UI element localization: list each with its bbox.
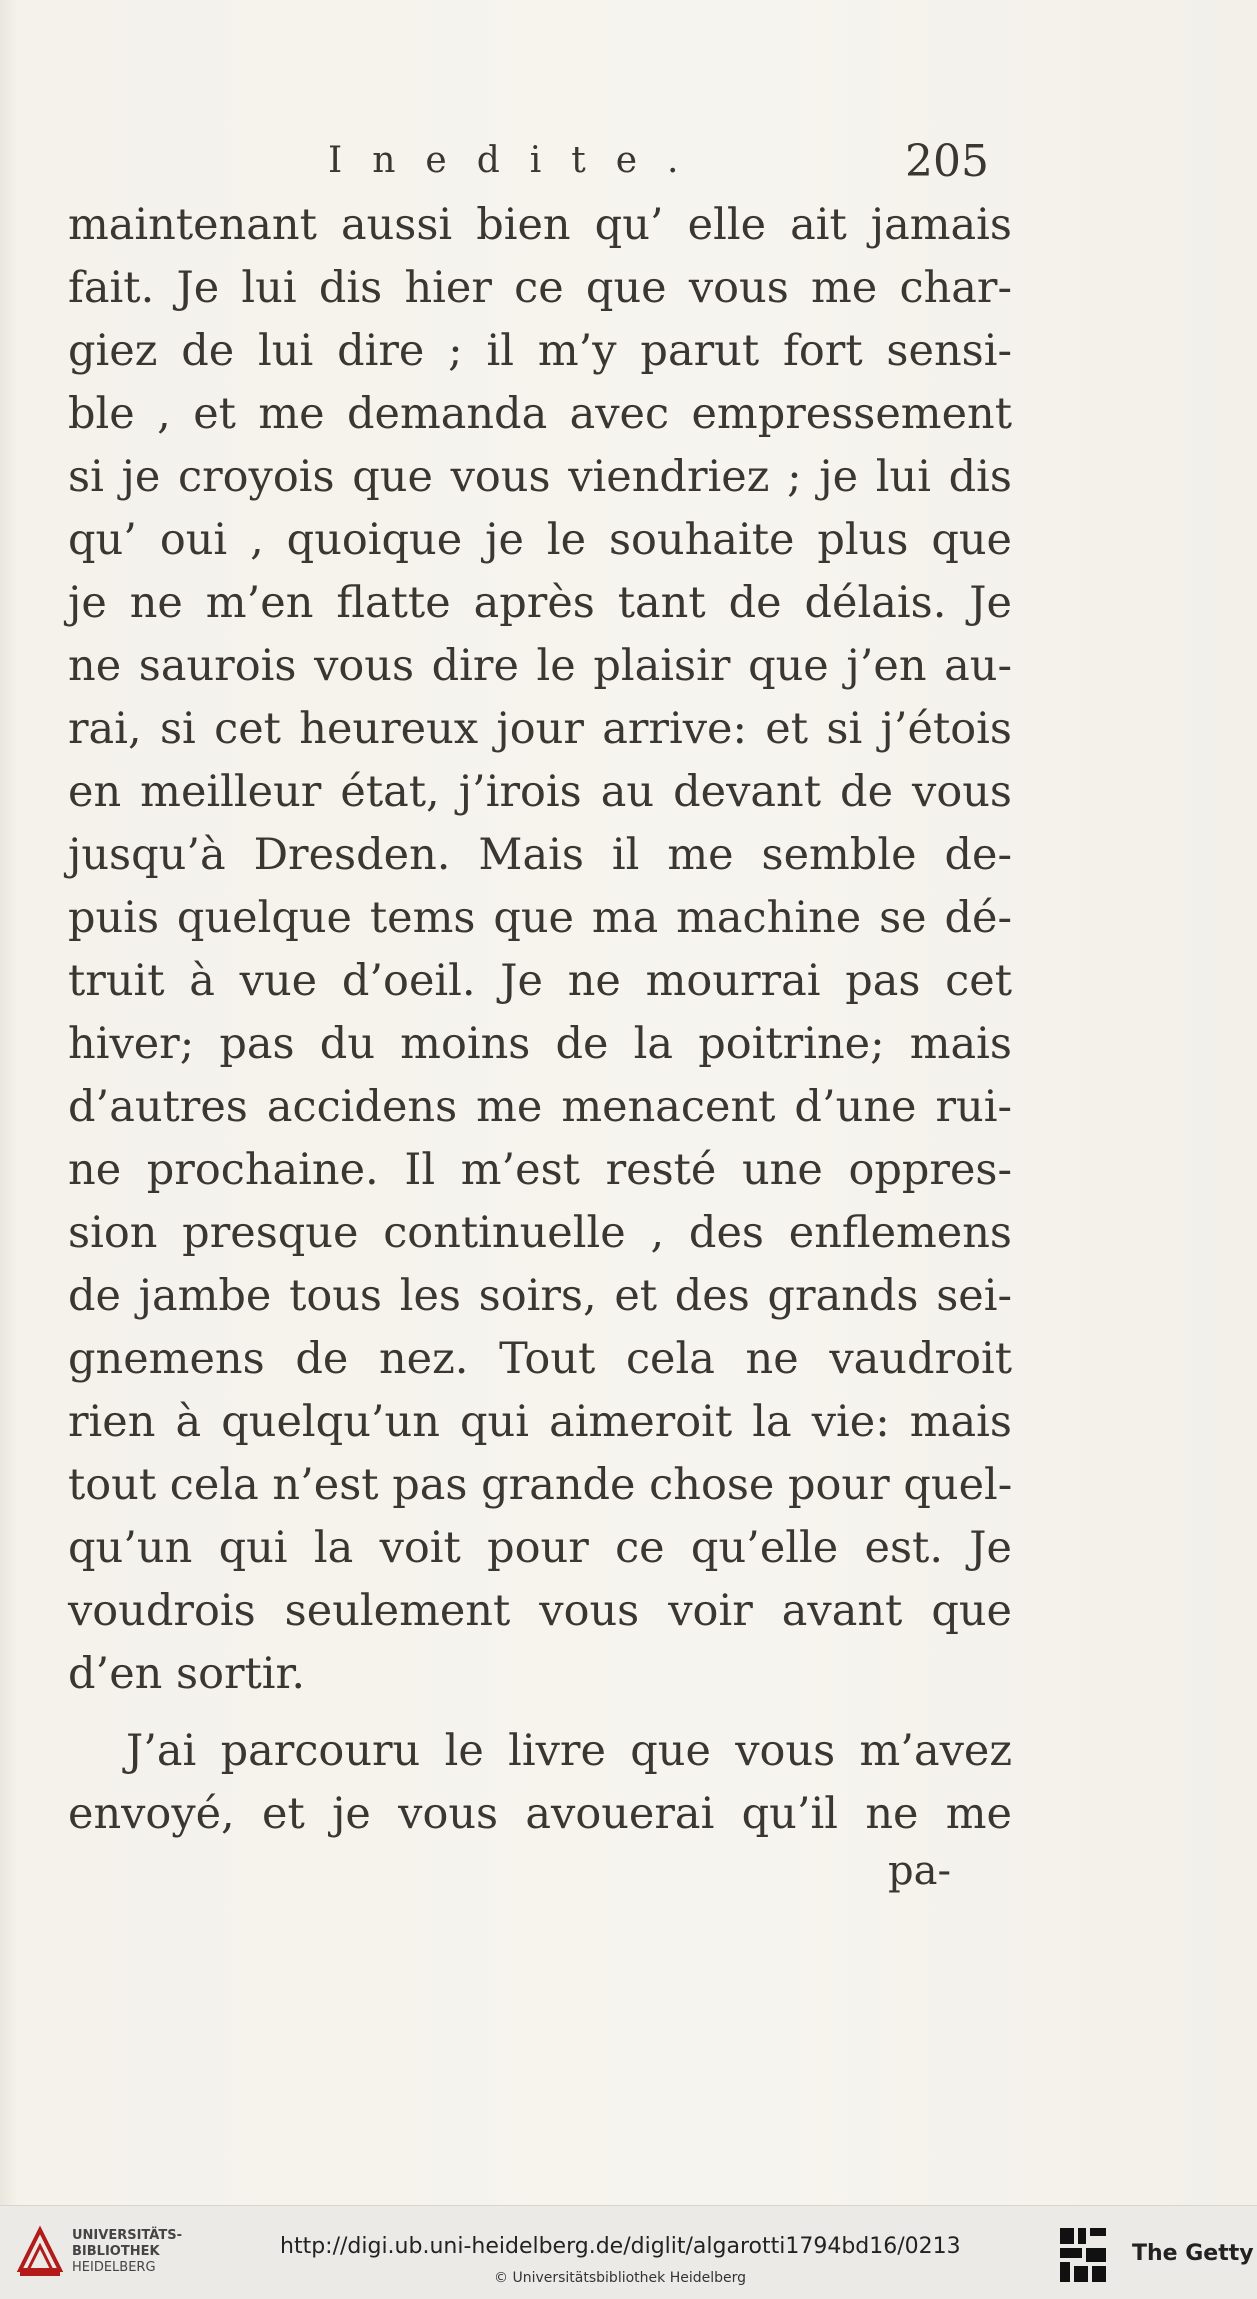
text-line: sion presque continuelle , des enflemens: [68, 1208, 1012, 1258]
permalink-url[interactable]: http://digi.ub.uni-heidelberg.de/diglit/algarotti1794bd16/0213: [280, 2234, 961, 2259]
text-line: maintenant aussi bien qu’ elle ait jamais: [68, 200, 1012, 250]
text-line: d’autres accidens me menacent d’une rui-: [68, 1082, 1012, 1132]
text-line: je ne m’en flatte après tant de délais. Je: [68, 578, 1012, 628]
text-line: gnemens de nez. Tout cela ne vaudroit: [68, 1334, 1012, 1384]
text-line: puis quelque tems que ma machine se dé-: [68, 893, 1012, 943]
text-line: truit à vue d’oeil. Je ne mourrai pas cet: [68, 956, 1012, 1006]
text-line: qu’un qui la voit pour ce qu’elle est. Je: [68, 1523, 1012, 1573]
text-line: tout cela n’est pas grande chose pour quel-: [68, 1460, 1013, 1510]
text-line: si je croyois que vous viendriez ; je lui dis: [68, 452, 1012, 502]
page-number: 205: [905, 136, 989, 187]
text-line: qu’ oui , quoique je le souhaite plus que: [68, 515, 1012, 565]
text-line: ne saurois vous dire le plaisir que j’en au-: [68, 641, 1012, 691]
text-line: ne prochaine. Il m’est resté une oppres-: [68, 1145, 1012, 1195]
text-line: fait. Je lui dis hier ce que vous me char-: [68, 263, 1012, 313]
text-line: en meilleur état, j’irois au devant de vous: [68, 767, 1012, 817]
text-line: giez de lui dire ; il m’y parut fort sensi-: [68, 326, 1012, 376]
catchword: pa-: [888, 1848, 951, 1894]
text-line: jusqu’à Dresden. Mais il me semble de-: [68, 830, 1012, 880]
library-name-line-1: UNIVERSITÄTS-: [72, 2228, 182, 2243]
library-name-line-3: HEIDELBERG: [72, 2260, 156, 2275]
text-line: J’ai parcouru le livre que vous m’avez: [126, 1726, 1012, 1776]
getty-logo-icon: [1058, 2224, 1110, 2286]
text-line: de jambe tous les soirs, et des grands sei-: [68, 1271, 1012, 1321]
partner-name: The Getty: [1132, 2241, 1254, 2266]
university-library-logo-icon: [14, 2220, 66, 2282]
text-line: rai, si cet heureux jour arrive: et si j’étois: [68, 704, 1012, 754]
text-line: d’en sortir.: [68, 1649, 306, 1699]
footer-bar: [0, 2205, 1257, 2299]
text-line: voudrois seulement vous voir avant que: [68, 1586, 1012, 1636]
library-name-line-2: BIBLIOTHEK: [72, 2244, 160, 2259]
text-line: hiver; pas du moins de la poitrine; mais: [68, 1019, 1012, 1069]
text-line: envoyé, et je vous avouerai qu’il ne me: [68, 1789, 1012, 1839]
running-head: Inedite.: [328, 140, 709, 181]
text-line: rien à quelqu’un qui aimeroit la vie: mais: [68, 1397, 1012, 1447]
copyright-notice: © Universitätsbibliothek Heidelberg: [494, 2270, 747, 2286]
text-line: ble , et me demanda avec empressement: [68, 389, 1012, 439]
